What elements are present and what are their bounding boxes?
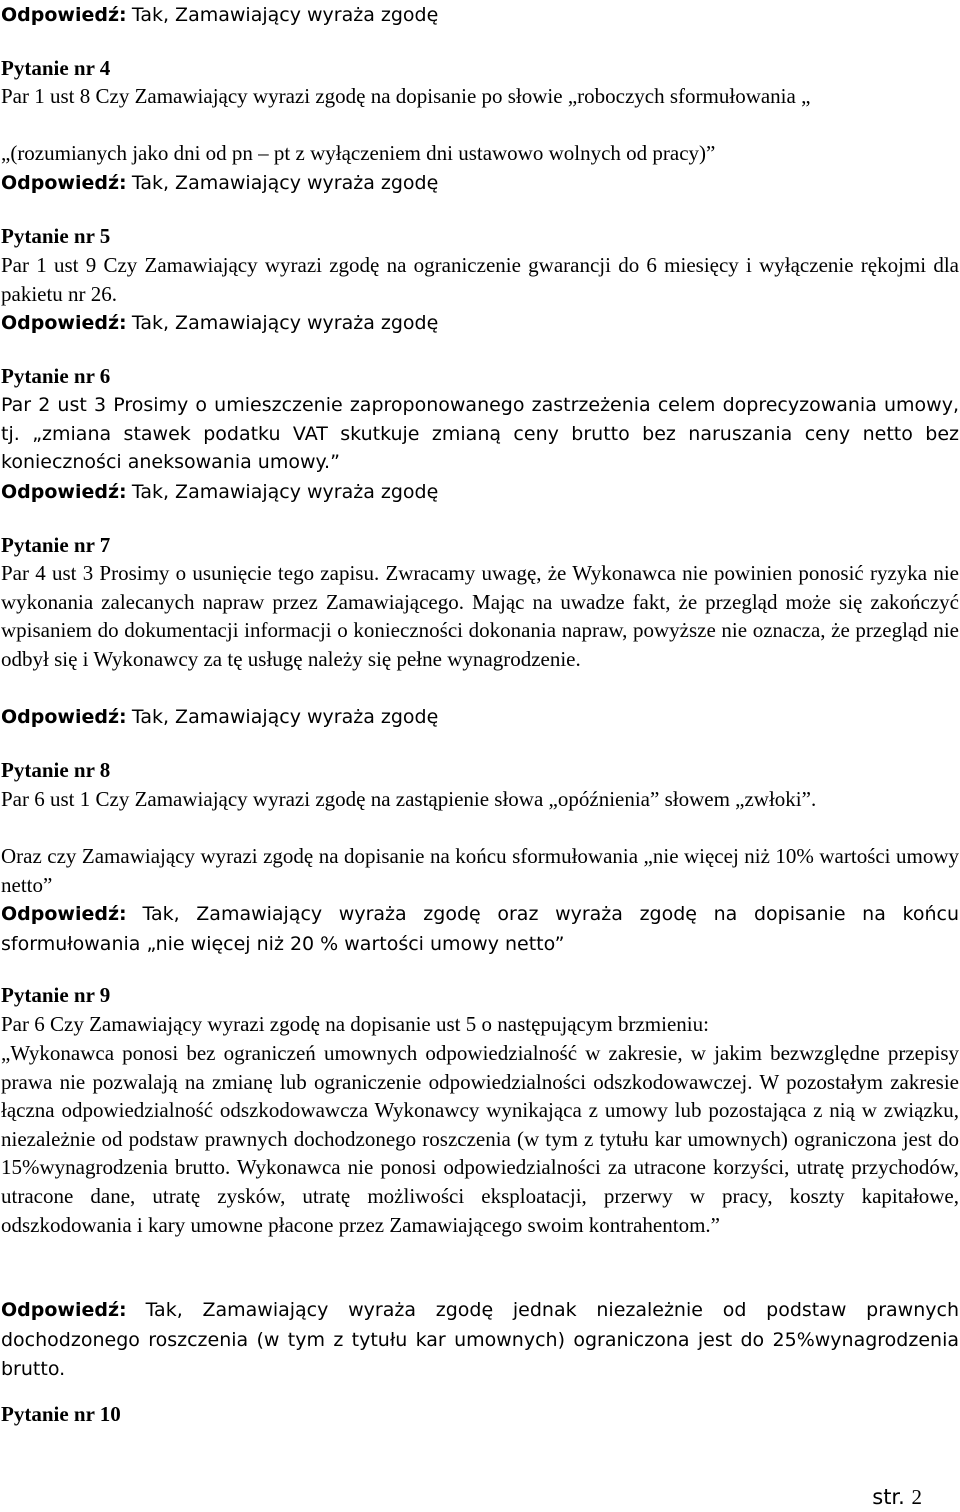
answer-q3 [1, 0, 959, 30]
answer-text: Tak, Zamawiający wyraża zgodę [131, 481, 439, 503]
question-9-text: Par 6 Czy Zamawiający wyrazi zgodę na dopisanie ust 5 o następującym brzmieniu: [1, 1012, 709, 1036]
answer-label: Odpowiedź: [1, 481, 127, 503]
answer-q6 [1, 477, 959, 507]
question-8-title: Pytanie nr 8 [1, 758, 111, 782]
question-4-text: Par 1 ust 8 Czy Zamawiający wyrazi zgodę na dopisanie po słowie „roboczych sformułowania „ [1, 84, 811, 108]
question-7-title: Pytanie nr 7 [1, 533, 111, 557]
page-footer [872, 1483, 922, 1512]
question-4-text-2: „(rozumianych jako dni od pn – pt z wyłączeniem dni ustawowo wolnych od pracy)” [1, 141, 716, 165]
page-number: 2 [911, 1485, 922, 1509]
answer-q7 [1, 702, 959, 732]
question-5-title: Pytanie nr 5 [1, 224, 111, 248]
answer-q8 [1, 899, 959, 958]
question-6-title: Pytanie nr 6 [1, 364, 111, 388]
answer-label: Odpowiedź: [1, 706, 127, 728]
answer-label: Odpowiedź: [1, 1299, 127, 1321]
answer-text: Tak, Zamawiający wyraża zgodę jednak niezależnie od podstaw prawnych dochodzonego roszczenia (w tym z tytułu kar umownych) ograniczona jest do 25%wynagrodzenia brutto. [1, 1299, 959, 1381]
answer-text: Tak, Zamawiający wyraża zgodę oraz wyraża zgodę na dopisanie na końcu sformułowania „nie więcej niż 20 % wartości umowy netto” [1, 903, 959, 955]
question-9-title: Pytanie nr 9 [1, 983, 111, 1007]
answer-text: Tak, Zamawiający wyraża zgodę [131, 706, 439, 728]
answer-text: Tak, Zamawiający wyraża zgodę [131, 4, 439, 26]
question-8-text-2: Oraz czy Zamawiający wyrazi zgodę na dopisanie na końcu sformułowania „nie więcej niż 10% wartości umowy netto” [1, 844, 959, 897]
page-number-label: str. [872, 1485, 905, 1509]
question-9-text-2: „Wykonawca ponosi bez ograniczeń umownych odpowiedzialność w zakresie, w jakim bezwzględne przepisy prawa nie pozwalają na zmianę lub ograniczenie odpowiedzialności odszkodowawczej. W pozostałym zakresie łączna odpowiedzialność odszkodowawcza Wykonawcy wynikająca z umowy lub pozostająca z nią w związku, niezależnie od podstaw prawnych dochodzonego roszczenia (w tym z tytułu kar umownych) ograniczona jest do 15%wynagrodzenia brutto. Wykonawca nie ponosi odpowiedzialności za utracone korzyści, utratę przychodów, utracone dane, utratę zysków, utratę możliwości eksploatacji, przerwy w pracy, koszty kapitałowe, odszkodowania i kary umowne płacone przez Zamawiającego swoim kontrahentom.” [1, 1041, 959, 1237]
answer-label: Odpowiedź: [1, 903, 127, 925]
answer-q4 [1, 168, 959, 198]
answer-q9 [1, 1295, 959, 1384]
answer-text: Tak, Zamawiający wyraża zgodę [131, 312, 439, 334]
question-4-title: Pytanie nr 4 [1, 56, 111, 80]
question-7-text: Par 4 ust 3 Prosimy o usunięcie tego zapisu. Zwracamy uwagę, że Wykonawca nie powinien ponosić ryzyka nie wykonania zalecanych napraw przez Zamawiającego. Mając na uwadze fakt, że przegląd może się zakończyć wpisaniem do dokumentacji informacji o konieczności dokonania napraw, powyższe nie oznacza, że przegląd nie odbył się i Wykonawcy za tę usługę należy się pełne wynagrodzenie. [1, 561, 959, 671]
answer-label: Odpowiedź: [1, 172, 127, 194]
question-5-text: Par 1 ust 9 Czy Zamawiający wyrazi zgodę na ograniczenie gwarancji do 6 miesięcy i wyłączenie rękojmi dla pakietu nr 26. [1, 253, 959, 306]
question-10-title: Pytanie nr 10 [1, 1402, 121, 1426]
answer-text: Tak, Zamawiający wyraża zgodę [131, 172, 439, 194]
answer-label: Odpowiedź: [1, 4, 127, 26]
answer-q5 [1, 308, 959, 338]
question-6-text: Par 2 ust 3 Prosimy o umieszczenie zaproponowanego zastrzeżenia celem doprecyzowania umowy, tj. „zmiana stawek podatku VAT skutkuje zmianą ceny brutto bez naruszania ceny netto bez konieczności aneksowania umowy.” [1, 394, 959, 473]
question-8-text: Par 6 ust 1 Czy Zamawiający wyrazi zgodę na zastąpienie słowa „opóźnienia” słowem „zwłoki”. [1, 787, 817, 811]
answer-label: Odpowiedź: [1, 312, 127, 334]
